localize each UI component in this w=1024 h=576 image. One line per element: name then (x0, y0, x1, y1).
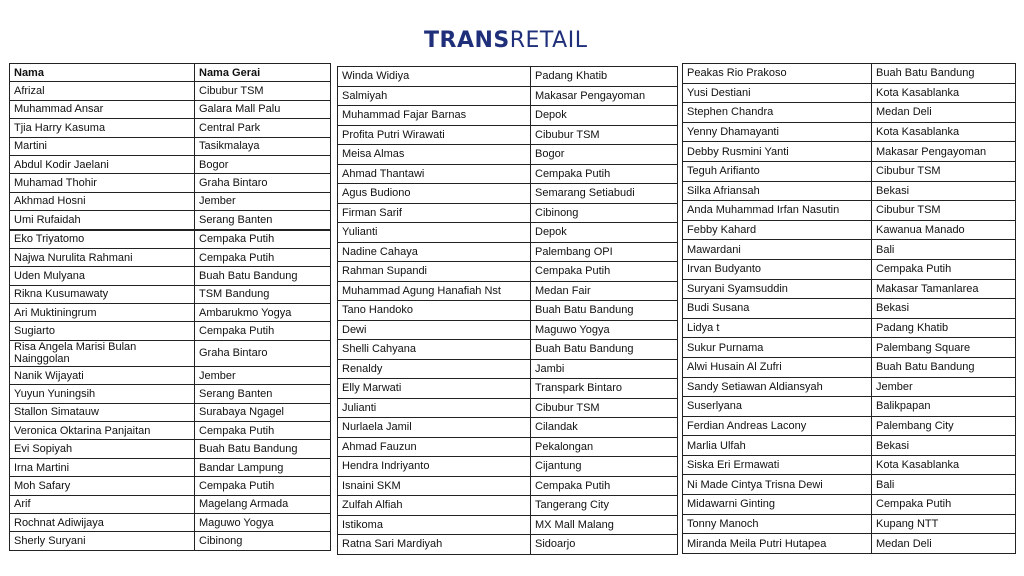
table-row (10, 403, 331, 421)
table-row (683, 397, 1016, 417)
cell-store: Cibubur TSM (195, 82, 331, 100)
table-row (683, 220, 1016, 240)
table-row (338, 379, 678, 399)
table-row (10, 513, 331, 531)
table-row (683, 436, 1016, 456)
table-row (338, 203, 678, 223)
table-row (10, 155, 331, 173)
table-row (10, 82, 331, 100)
cell-name: Eko Triyatomo (10, 230, 195, 249)
table-row (10, 366, 331, 384)
table-row (10, 230, 331, 249)
table-row (10, 340, 331, 366)
table-row (683, 122, 1016, 142)
cell-name: Yusi Destiani (683, 83, 872, 103)
cell-store: Makasar Pengayoman (531, 86, 678, 106)
table-row (683, 495, 1016, 515)
cell-store: Transpark Bintaro (531, 379, 678, 399)
cell-name: Ratna Sari Mardiyah (338, 535, 531, 555)
cell-name: Febby Kahard (683, 220, 872, 240)
cell-store: Buah Batu Bandung (195, 440, 331, 458)
cell-store: Jember (872, 377, 1016, 397)
cell-name: Stallon Simatauw (10, 403, 195, 421)
cell-store: Cibinong (195, 532, 331, 550)
cell-name: Martini (10, 137, 195, 155)
table-row (10, 174, 331, 192)
table-row (683, 201, 1016, 221)
table-row (338, 398, 678, 418)
cell-store: Buah Batu Bandung (531, 340, 678, 360)
cell-store: TSM Bandung (195, 285, 331, 303)
cell-name: Yenny Dhamayanti (683, 122, 872, 142)
table-row (10, 211, 331, 230)
table-row (683, 64, 1016, 84)
cell-name: Julianti (338, 398, 531, 418)
table-row (338, 301, 678, 321)
cell-store: Jember (195, 192, 331, 210)
table-row (10, 100, 331, 118)
table-header-row (10, 64, 331, 82)
cell-store: Cibubur TSM (531, 125, 678, 145)
cell-store: Serang Banten (195, 385, 331, 403)
cell-name: Irna Martini (10, 458, 195, 476)
cell-name: Profita Putri Wirawati (338, 125, 531, 145)
table-row (683, 514, 1016, 534)
cell-name: Muhammad Fajar Barnas (338, 106, 531, 126)
cell-name: Ni Made Cintya Trisna Dewi (683, 475, 872, 495)
cell-store: Ambarukmo Yogya (195, 304, 331, 322)
table-row (10, 304, 331, 322)
cell-name: Evi Sopiyah (10, 440, 195, 458)
cell-name: Afrizal (10, 82, 195, 100)
table-row (683, 142, 1016, 162)
cell-store: Cibubur TSM (872, 161, 1016, 181)
table-row (10, 440, 331, 458)
cell-name: Hendra Indriyanto (338, 457, 531, 477)
cell-store: Kawanua Manado (872, 220, 1016, 240)
table-row (338, 145, 678, 165)
cell-name: Ahmad Fauzun (338, 437, 531, 457)
cell-name: Tano Handoko (338, 301, 531, 321)
cell-store: Bali (872, 240, 1016, 260)
cell-name: Yuyun Yuningsih (10, 385, 195, 403)
table-row (10, 285, 331, 303)
cell-name: Isnaini SKM (338, 476, 531, 496)
cell-name: Nurlaela Jamil (338, 418, 531, 438)
cell-store: Palembang Square (872, 338, 1016, 358)
cell-name: Sugiarto (10, 322, 195, 340)
table-row (338, 86, 678, 106)
cell-store: Makasar Pengayoman (872, 142, 1016, 162)
cell-name: Tonny Manoch (683, 514, 872, 534)
cell-name: Debby Rusmini Yanti (683, 142, 872, 162)
cell-name: Siska Eri Ermawati (683, 455, 872, 475)
cell-name: Moh Safary (10, 477, 195, 495)
cell-name: Najwa Nurulita Rahmani (10, 248, 195, 266)
cell-name: Mawardani (683, 240, 872, 260)
cell-name: Ahmad Thantawi (338, 164, 531, 184)
header-name: Nama (10, 64, 195, 82)
cell-store: Graha Bintaro (195, 340, 331, 366)
table-row (683, 357, 1016, 377)
cell-store: Cempaka Putih (195, 422, 331, 440)
cell-name: Elly Marwati (338, 379, 531, 399)
table-row (338, 515, 678, 535)
cell-store: Tasikmalaya (195, 137, 331, 155)
cell-name: Akhmad Hosni (10, 192, 195, 210)
cell-store: Bekasi (872, 436, 1016, 456)
cell-name: Suryani Syamsuddin (683, 279, 872, 299)
cell-store: Kota Kasablanka (872, 122, 1016, 142)
table-row (683, 338, 1016, 358)
table-row (683, 181, 1016, 201)
table-row (338, 535, 678, 555)
cell-name: Nadine Cahaya (338, 242, 531, 262)
cell-name: Ferdian Andreas Lacony (683, 416, 872, 436)
cell-store: Kota Kasablanka (872, 455, 1016, 475)
table-row (338, 184, 678, 204)
cell-store: Cijantung (531, 457, 678, 477)
table-row (338, 164, 678, 184)
table-row (338, 457, 678, 477)
table-row (10, 267, 331, 285)
table-row (683, 377, 1016, 397)
cell-store: Central Park (195, 119, 331, 137)
table-row (10, 385, 331, 403)
cell-store: Tangerang City (531, 496, 678, 516)
cell-store: Buah Batu Bandung (872, 357, 1016, 377)
table-row (338, 242, 678, 262)
table-row (683, 161, 1016, 181)
cell-store: Cempaka Putih (872, 259, 1016, 279)
table-row (10, 458, 331, 476)
cell-name: Umi Rufaidah (10, 211, 195, 230)
cell-store: Serang Banten (195, 211, 331, 230)
cell-name: Peakas Rio Prakoso (683, 64, 872, 84)
cell-store: Buah Batu Bandung (531, 301, 678, 321)
cell-name: Meisa Almas (338, 145, 531, 165)
cell-store: Bali (872, 475, 1016, 495)
cell-store: Kupang NTT (872, 514, 1016, 534)
cell-name: Silka Afriansah (683, 181, 872, 201)
cell-store: Cempaka Putih (195, 322, 331, 340)
table-row (10, 248, 331, 266)
cell-store: MX Mall Malang (531, 515, 678, 535)
table-row (683, 455, 1016, 475)
table-row (683, 103, 1016, 123)
cell-name: Sherly Suryani (10, 532, 195, 550)
table-row (338, 223, 678, 243)
cell-store: Cibubur TSM (872, 201, 1016, 221)
cell-store: Magelang Armada (195, 495, 331, 513)
cell-name: Firman Sarif (338, 203, 531, 223)
cell-name: Stephen Chandra (683, 103, 872, 123)
table-row (338, 67, 678, 87)
table-row (683, 259, 1016, 279)
cell-name: Rahman Supandi (338, 262, 531, 282)
cell-name: Agus Budiono (338, 184, 531, 204)
table-row (10, 119, 331, 137)
table-row (338, 476, 678, 496)
employee-table-3 (682, 63, 1016, 554)
cell-store: Surabaya Ngagel (195, 403, 331, 421)
cell-store: Palembang OPI (531, 242, 678, 262)
cell-store: Cempaka Putih (531, 476, 678, 496)
cell-name: Winda Widiya (338, 67, 531, 87)
cell-name: Alwi Husain Al Zufri (683, 357, 872, 377)
cell-name: Muhamad Thohir (10, 174, 195, 192)
cell-name: Irvan Budyanto (683, 259, 872, 279)
table-row (683, 299, 1016, 319)
cell-store: Cibubur TSM (531, 398, 678, 418)
cell-name: Ari Muktiningrum (10, 304, 195, 322)
logo-retail: RETAIL (509, 28, 588, 53)
cell-store: Cempaka Putih (531, 262, 678, 282)
cell-name: Teguh Arifianto (683, 161, 872, 181)
cell-store: Bekasi (872, 299, 1016, 319)
cell-name: Dewi (338, 320, 531, 340)
cell-name: Abdul Kodir Jaelani (10, 155, 195, 173)
cell-store: Semarang Setiabudi (531, 184, 678, 204)
cell-store: Jember (195, 366, 331, 384)
cell-name: Istikoma (338, 515, 531, 535)
cell-name: Renaldy (338, 359, 531, 379)
cell-store: Bekasi (872, 181, 1016, 201)
cell-store: Sidoarjo (531, 535, 678, 555)
cell-store: Maguwo Yogya (195, 513, 331, 531)
cell-name: Anda Muhammad Irfan Nasutin (683, 201, 872, 221)
cell-store: Cilandak (531, 418, 678, 438)
logo-trans: TRANS (424, 28, 510, 53)
cell-name: Shelli Cahyana (338, 340, 531, 360)
cell-store: Kota Kasablanka (872, 83, 1016, 103)
table-row (10, 422, 331, 440)
cell-store: Graha Bintaro (195, 174, 331, 192)
table-row (338, 320, 678, 340)
cell-store: Maguwo Yogya (531, 320, 678, 340)
cell-store: Cempaka Putih (195, 230, 331, 249)
table-row (338, 125, 678, 145)
cell-store: Cempaka Putih (195, 248, 331, 266)
table-row (10, 192, 331, 210)
cell-name: Sandy Setiawan Aldiansyah (683, 377, 872, 397)
employee-table-1 (9, 63, 331, 551)
table-row (338, 437, 678, 457)
table-row (10, 532, 331, 550)
cell-store: Medan Fair (531, 281, 678, 301)
table-row (338, 340, 678, 360)
cell-name: Risa Angela Marisi Bulan Nainggolan (10, 340, 195, 366)
cell-name: Muhammad Agung Hanafiah Nst (338, 281, 531, 301)
cell-name: Marlia Ulfah (683, 436, 872, 456)
table-row (10, 477, 331, 495)
cell-store: Jambi (531, 359, 678, 379)
cell-name: Tjia Harry Kasuma (10, 119, 195, 137)
cell-store: Buah Batu Bandung (872, 64, 1016, 84)
cell-store: Cempaka Putih (531, 164, 678, 184)
cell-store: Cempaka Putih (195, 477, 331, 495)
cell-store: Medan Deli (872, 103, 1016, 123)
cell-store: Padang Khatib (531, 67, 678, 87)
cell-store: Galara Mall Palu (195, 100, 331, 118)
cell-name: Salmiyah (338, 86, 531, 106)
cell-name: Nanik Wijayati (10, 366, 195, 384)
cell-store: Bandar Lampung (195, 458, 331, 476)
cell-store: Bogor (531, 145, 678, 165)
table-row (10, 322, 331, 340)
header-store: Nama Gerai (195, 64, 331, 82)
table-row (338, 359, 678, 379)
table-row (338, 262, 678, 282)
cell-name: Muhammad Ansar (10, 100, 195, 118)
table-row (338, 281, 678, 301)
table-row (683, 240, 1016, 260)
cell-store: Cempaka Putih (872, 495, 1016, 515)
cell-name: Zulfah Alfiah (338, 496, 531, 516)
cell-name: Miranda Meila Putri Hutapea (683, 534, 872, 554)
table-row (683, 475, 1016, 495)
cell-name: Veronica Oktarina Panjaitan (10, 422, 195, 440)
cell-store: Palembang City (872, 416, 1016, 436)
cell-store: Makasar Tamanlarea (872, 279, 1016, 299)
cell-store: Cibinong (531, 203, 678, 223)
table-row (683, 83, 1016, 103)
cell-name: Budi Susana (683, 299, 872, 319)
employee-table-2 (337, 66, 678, 555)
table-row (683, 416, 1016, 436)
table-row (683, 534, 1016, 554)
cell-name: Uden Mulyana (10, 267, 195, 285)
cell-name: Lidya t (683, 318, 872, 338)
cell-store: Balikpapan (872, 397, 1016, 417)
cell-store: Pekalongan (531, 437, 678, 457)
table-row (10, 495, 331, 513)
table-row (338, 106, 678, 126)
table-row (10, 137, 331, 155)
cell-name: Midawarni Ginting (683, 495, 872, 515)
table-row (683, 279, 1016, 299)
cell-name: Rochnat Adiwijaya (10, 513, 195, 531)
cell-store: Depok (531, 223, 678, 243)
table-row (338, 418, 678, 438)
cell-store: Depok (531, 106, 678, 126)
cell-name: Rikna Kusumawaty (10, 285, 195, 303)
cell-name: Suserlyana (683, 397, 872, 417)
transretail-logo (424, 28, 587, 54)
cell-name: Arif (10, 495, 195, 513)
table-row (683, 318, 1016, 338)
cell-name: Yulianti (338, 223, 531, 243)
cell-name: Sukur Purnama (683, 338, 872, 358)
table-row (338, 496, 678, 516)
cell-store: Padang Khatib (872, 318, 1016, 338)
cell-store: Bogor (195, 155, 331, 173)
cell-store: Buah Batu Bandung (195, 267, 331, 285)
cell-store: Medan Deli (872, 534, 1016, 554)
